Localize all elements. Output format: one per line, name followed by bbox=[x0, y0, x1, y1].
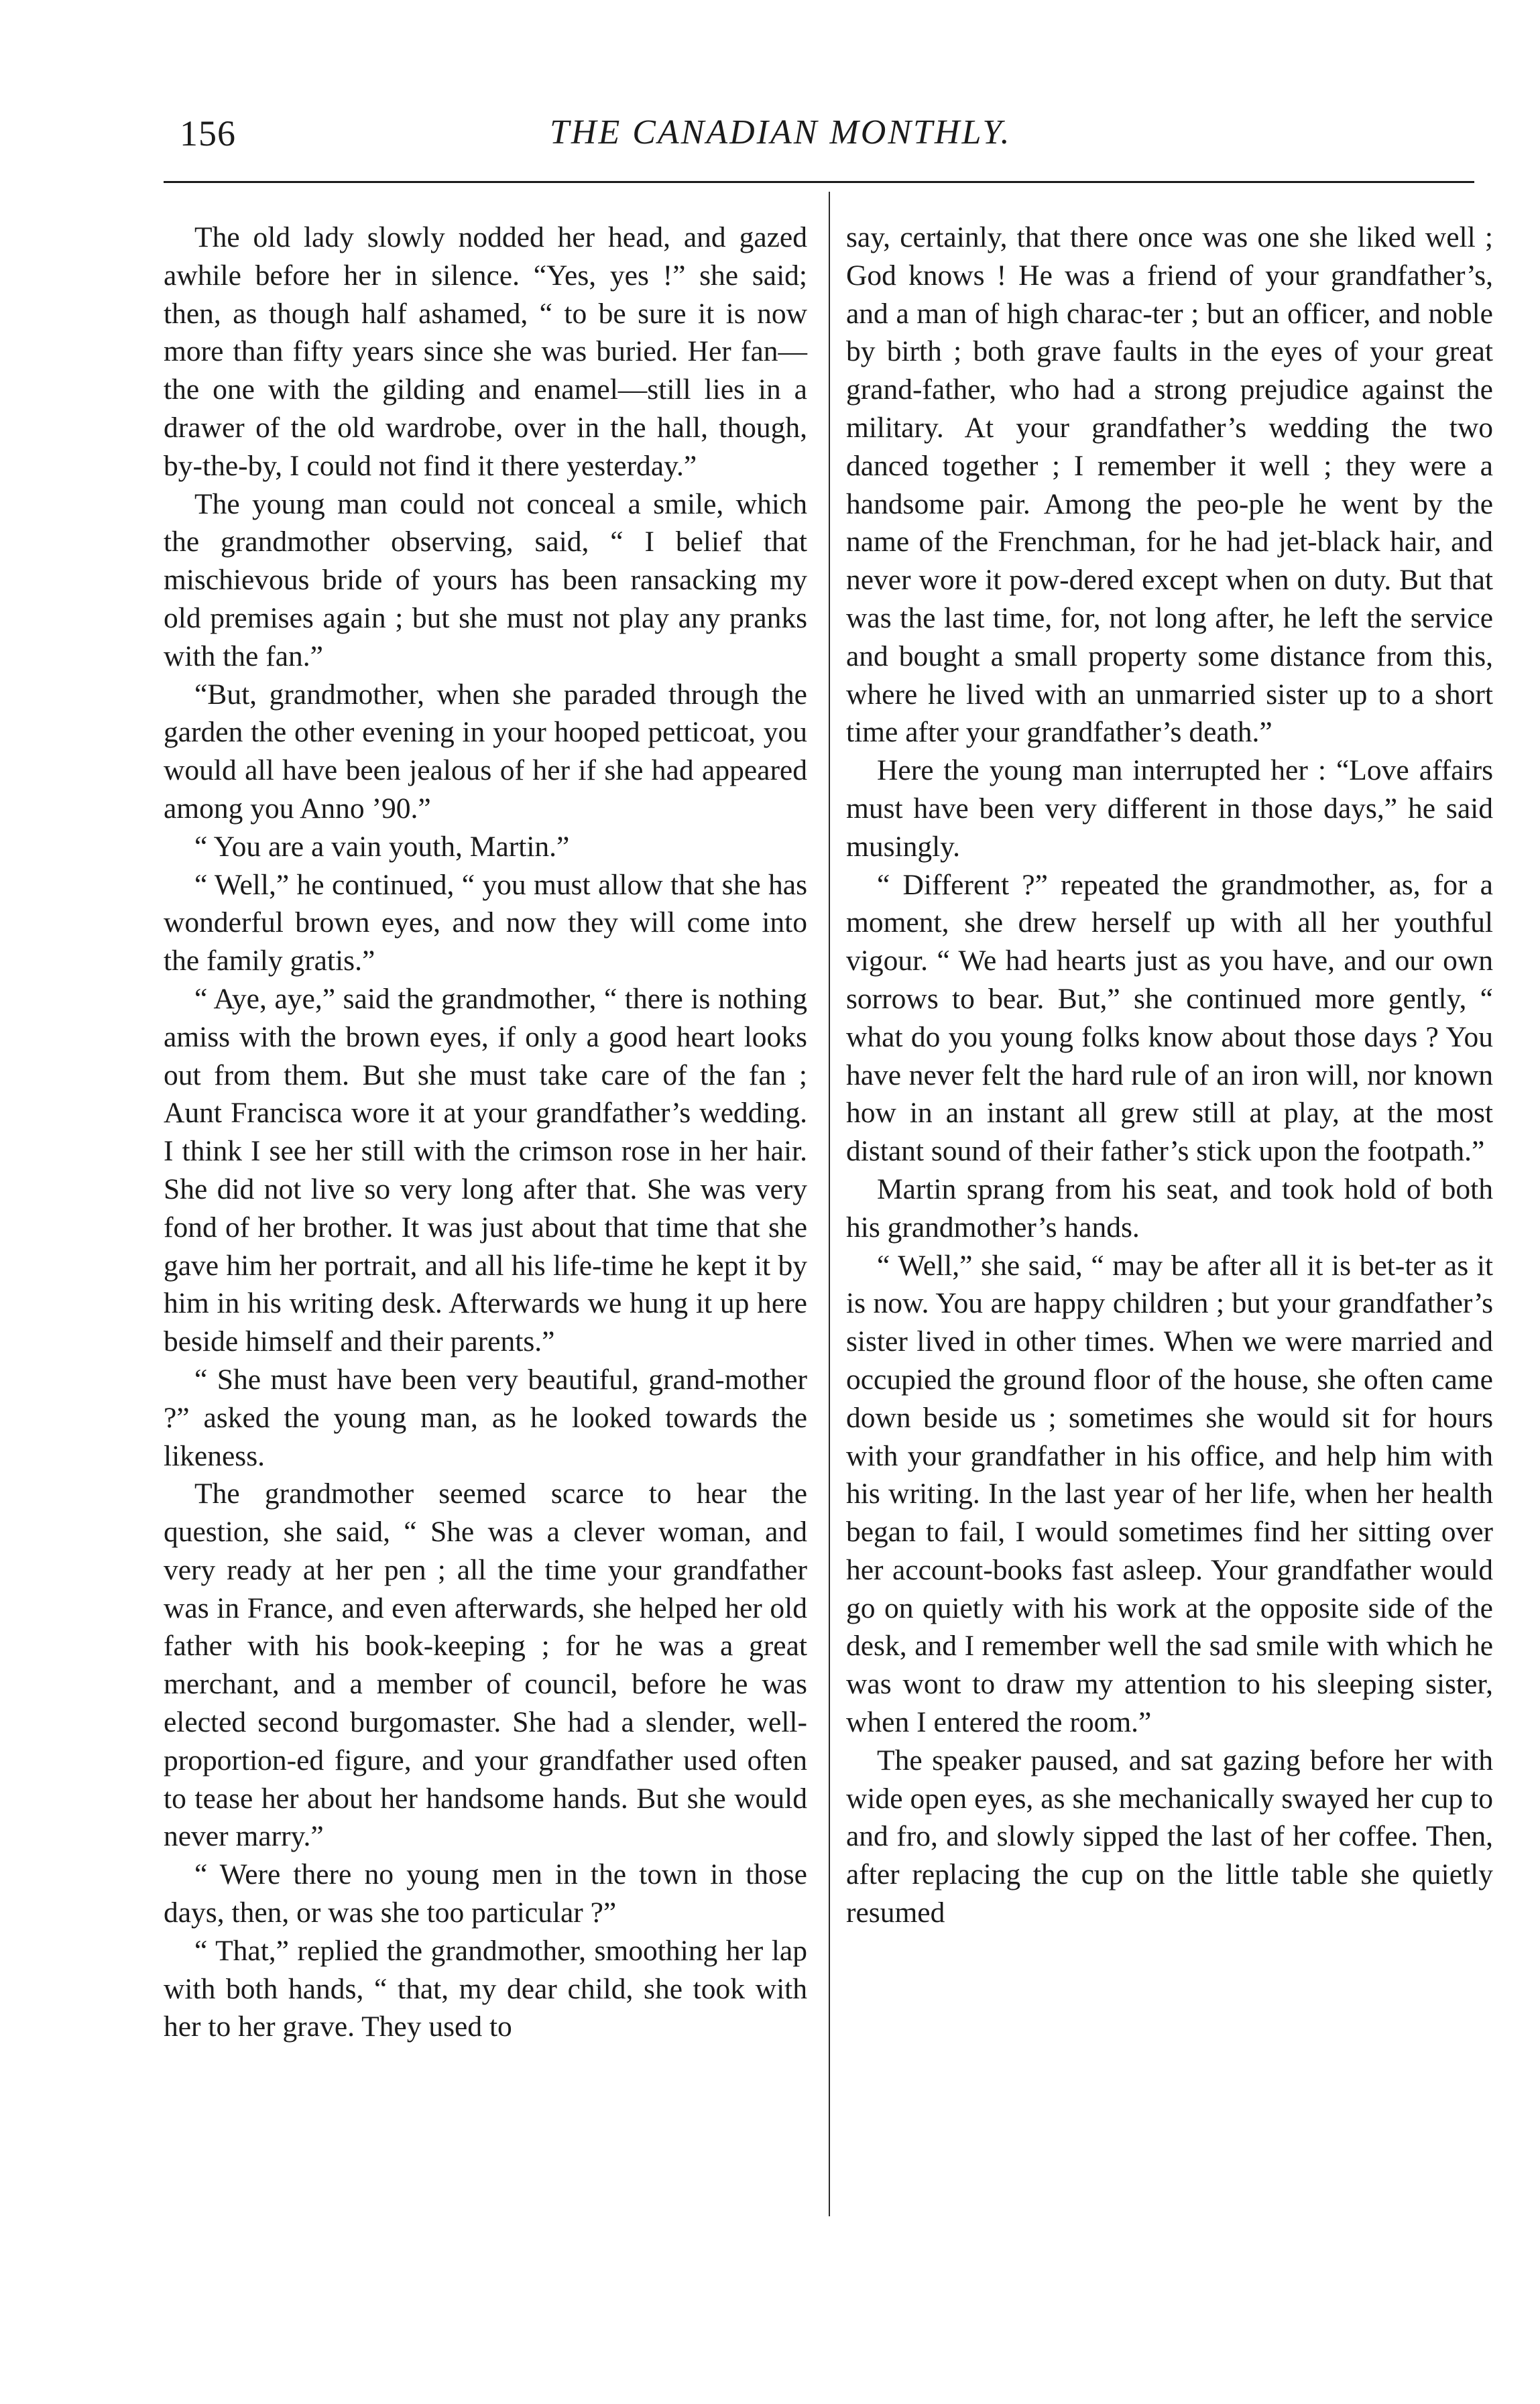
paragraph-continued: say, certainly, that there once was one she liked well ; God knows ! He was a friend of your grandfather’s, and a man of high charac-ter ; but an officer, and noble by birth ; both grave faults in the eyes of your great grand-father, who had a strong prejudice against the military. At your grandfather’s wedding the two danced together ; I remember it well ; they were a handsome pair. Among the peo-ple he went by the name of the Frenchman, for he had jet-black hair, and never wore it pow-dered except when on duty. But that was the last time, for, not long after, he left the service and bought a small property some distance from this, where he lived with an unmarried sister up to a short time after your grandfather’s death.” bbox=[846, 221, 1493, 749]
paragraph: “ Were there no young men in the town in those days, then, or was she too particular ?” bbox=[164, 1858, 807, 1929]
paragraph: “ Aye, aye,” said the grandmother, “ there is nothing amiss with the brown eyes, if only a good heart looks out from them. But she must take care of the fan ; Aunt Francisca wore it at your grandfather’s wedding. I think I see her still with the crimson rose in her hair. She did not live so very long after that. She was very fond of her brother. It was just about that time that she gave him her portrait, and all his life-time he kept it by him in his writing desk. Afterwards we hung it up here beside himself and their parents.” bbox=[164, 982, 807, 1358]
paragraph: “But, grandmother, when she paraded through the garden the other evening in your hooped petticoat, you would all have been jealous of her if she had appeared among you Anno ’90.” bbox=[164, 678, 807, 825]
header-rule bbox=[164, 181, 1474, 183]
paragraph: Martin sprang from his seat, and took hold of both his grandmother’s hands. bbox=[846, 1173, 1493, 1244]
paragraph: The grandmother seemed scarce to hear the question, she said, “ She was a clever woman, and very ready at her pen ; all the time your grandfather was in France, and even afterwards, she helped her old father with his book-keeping ; for he was a great merchant, and a member of council, before he was elected second burgomaster. She had a slender, well-proportion-ed figure, and your grandfather used often to tease her about her handsome hands. But she would never marry.” bbox=[164, 1478, 807, 1853]
paragraph: “ Well,” she said, “ may be after all it is bet-ter as it is now. You are happy children ; but your grandfather’s sister lived in other times. When we were married and occupied the ground floor of the house, she often came down beside us ; sometimes she would sit for hours with your grandfather in his office, and help him with his writing. In the last year of her life, when her health began to fail, I would sometimes find her sitting over her account-books fast asleep. Your grandfather would go on quietly with his work at the opposite side of the desk, and I remember well the sad smile with which he was wont to draw my attention to his sleeping sister, when I entered the room.” bbox=[846, 1249, 1493, 1739]
left-column bbox=[164, 219, 807, 2046]
paragraph: “ You are a vain youth, Martin.” bbox=[194, 830, 570, 863]
paragraph: “ That,” replied the grandmother, smoothing her lap with both hands, “ that, my dear child, she took with her to her grave. They used to bbox=[164, 1934, 807, 2043]
column-divider bbox=[829, 192, 830, 2216]
right-column bbox=[846, 219, 1493, 1932]
page-number: 156 bbox=[180, 113, 236, 154]
paragraph: The young man could not conceal a smile, which the grandmother observing, said, “ I belief that mischievous bride of yours has been ransacking my old premises again ; but she must not play any pranks with the fan.” bbox=[164, 487, 807, 672]
paragraph: The speaker paused, and sat gazing before her with wide open eyes, as she mechanically swayed her cup to and fro, and slowly sipped the last of her coffee. Then, after replacing the cup on the little table she quietly resumed bbox=[846, 1744, 1493, 1929]
paragraph: “ Different ?” repeated the grandmother, as, for a moment, she drew herself up with all her youthful vigour. “ We had hearts just as you have, and our own sorrows to bear. But,” she continued more gently, “ what do you young folks know about those days ? You have never felt the hard rule of an iron will, nor known how in an instant all grew still at play, at the most distant sound of their father’s stick upon the footpath.” bbox=[846, 868, 1493, 1168]
running-title: THE CANADIAN MONTHLY. bbox=[550, 113, 1012, 152]
paragraph: The old lady slowly nodded her head, and gazed awhile before her in silence. “Yes, yes !” she said; then, as though half ashamed, “ to be sure it is now more than fifty years since she was buried. Her fan—the one with the gilding and enamel—still lies in a drawer of the old wardrobe, over in the hall, though, by-the-by, I could not find it there yesterday.” bbox=[164, 221, 807, 482]
paragraph: Here the young man interrupted her : “Love affairs must have been very different in those days,” he said musingly. bbox=[846, 754, 1493, 863]
paragraph: “ Well,” he continued, “ you must allow that she has wonderful brown eyes, and now they will come into the family gratis.” bbox=[164, 868, 807, 977]
paragraph: “ She must have been very beautiful, grand-mother ?” asked the young man, as he looked towards the likeness. bbox=[164, 1363, 807, 1472]
